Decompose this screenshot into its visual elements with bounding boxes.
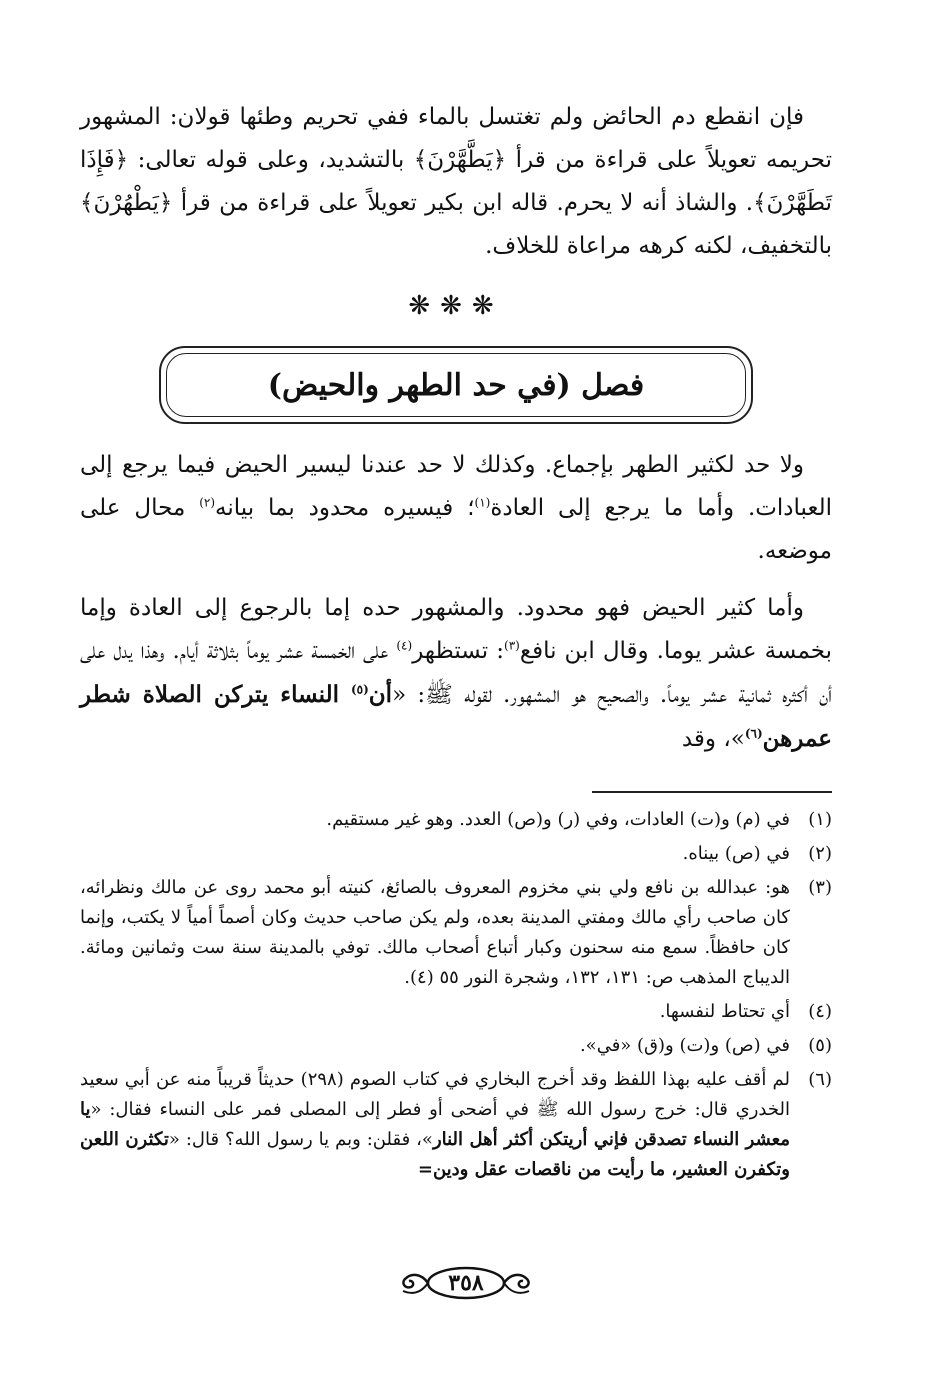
paragraph-2-text-b: ؛ فيسيره محدود بما بيانه (215, 495, 475, 521)
separator-stars: ❋❋❋ (408, 291, 504, 321)
footnote-6-hadith-2: تكثرن اللعن وتكفرن العشير، ما رأيت من ناقصات عقل ودين (80, 1129, 790, 1180)
footnote-2 (80, 839, 832, 869)
hadith-text-1: أن (368, 681, 393, 708)
paragraph-2 (80, 444, 832, 573)
paragraph-1-text: فإن انقطع دم الحائض ولم تغتسل بالماء ففي تحريم وطئها قولان: المشهور تحريمه تعويلاً على قراءة من قرأ ﴿يَطَّهَّرْنَ﴾ بالتشديد، وعلى قوله تعالى: ﴿فَإِذَا تَطَهَّرْنَ﴾. والشاذ أنه لا يحرم. قاله ابن بكير تعويلاً على قراءة من قرأ ﴿يَطْهُرْنَ﴾ بالتخفيف، لكنه كرهه مراعاة للخلاف. (80, 104, 832, 259)
page-number-ornament (391, 1263, 541, 1303)
footnote-ref-5[interactable]: (٥) (350, 682, 369, 697)
footnote-ref-2[interactable]: (٢) (199, 495, 216, 510)
paragraph-3-text-d: »، وقد (681, 726, 745, 752)
footnote-6-continuation-mark: = (417, 1159, 433, 1180)
page-footer (0, 1260, 932, 1306)
footnote-number: (١) (808, 809, 832, 830)
section-heading-frame (159, 346, 753, 424)
paragraph-1 (80, 96, 832, 268)
footnote-ref-4[interactable]: (٤) (396, 638, 413, 653)
footnote-ref-3[interactable]: (٣) (504, 638, 520, 653)
footnote-5 (80, 1031, 832, 1061)
footnote-number: (٤) (808, 1001, 832, 1022)
footnote-text: في (م) و(ت) العادات، وفي (ر) و(ص) العدد. وهو غير مستقيم. (326, 809, 790, 830)
page-number: ٣٥٨ (448, 1270, 484, 1296)
footnote-text (80, 1065, 790, 1185)
footnote-text: في (ص) بيناه. (682, 843, 790, 864)
paragraph-3-text-b: : تستظهر (412, 638, 504, 664)
footnote-6-text-c: »، فقلن: وبم يا رسول الله؟ قال: « (168, 1129, 433, 1150)
paragraph-3-text-c: على الخمسة عشر يوماً بثلاثة أيام. وهذا يدل على أن أكثره ثمانية عشر يوماً. والصحيح هو المشهور. لقوله ﷺ: « (80, 638, 832, 708)
footnote-number: (٢) (808, 843, 832, 864)
footnote-divider (592, 791, 832, 793)
section-heading: فصل (في حد الطهر والحيض) (267, 367, 645, 403)
footnote-ref-1[interactable]: (١) (474, 495, 491, 510)
hadith-text-2: النساء يتركن الصلاة شطر عمرهن (80, 681, 832, 752)
paragraph-2-text-c: محال على موضعه. (80, 495, 832, 564)
footnote-6-hadith-1: يا معشر النساء تصدقن فإني أريتكن أكثر أهل النار (80, 1099, 790, 1150)
footnote-1 (80, 805, 832, 835)
paragraph-2-text-a: ولا حد لكثير الطهر بإجماع. وكذلك لا حد عندنا ليسير الحيض فيما يرجع إلى العبادات. وأما ما يرجع إلى العادة (80, 452, 832, 521)
footnote-number: (٦) (808, 1069, 832, 1090)
footnote-text: هو: عبدالله بن نافع ولي بني مخزوم المعروف بالصائغ، كنيته أبو محمد روى عن مالك ونظرائه، كان صاحب رأي مالك ومفتي المدينة بعده، ولم يكن صاحب حديث وكان أصماً أمياً لا يكتب، وإنما كان حافظاً. سمع منه سحنون وكبار أتباع أصحاب مالك. توفي بالمدينة سنة ست وثمانين ومائة. الديباج المذهب ص: ١٣١، ١٣٢، وشجرة النور ٥٥ (٤). (80, 877, 790, 988)
footnote-4 (80, 997, 832, 1027)
footnote-ref-6[interactable]: (٦) (744, 726, 763, 741)
page-body (80, 96, 832, 1189)
paragraph-3 (80, 587, 832, 761)
footnote-text: في (ص) و(ت) و(ق) «في». (579, 1035, 790, 1056)
footnotes (80, 805, 832, 1185)
footnote-number: (٣) (808, 877, 832, 898)
footnote-text: أي تحتاط لنفسها. (659, 1001, 790, 1022)
footnote-6-text-a: لم أقف عليه بهذا اللفظ وقد أخرج البخاري في كتاب الصوم (٢٩٨) حديثاً قريباً منه عن أبي سعيد الخدري قال: خرج رسول الله ﷺ في أضحى أو فطر إلى المصلى فمر على النساء فقال: « (80, 1069, 791, 1120)
footnote-number: (٥) (808, 1035, 832, 1056)
footnote-3 (80, 873, 832, 993)
footnote-6 (80, 1065, 832, 1185)
paragraph-3-text-a: وأما كثير الحيض فهو محدود. والمشهور حده إما بالرجوع إلى العادة وإما بخمسة عشر يوما. وقال ابن نافع (80, 595, 832, 664)
